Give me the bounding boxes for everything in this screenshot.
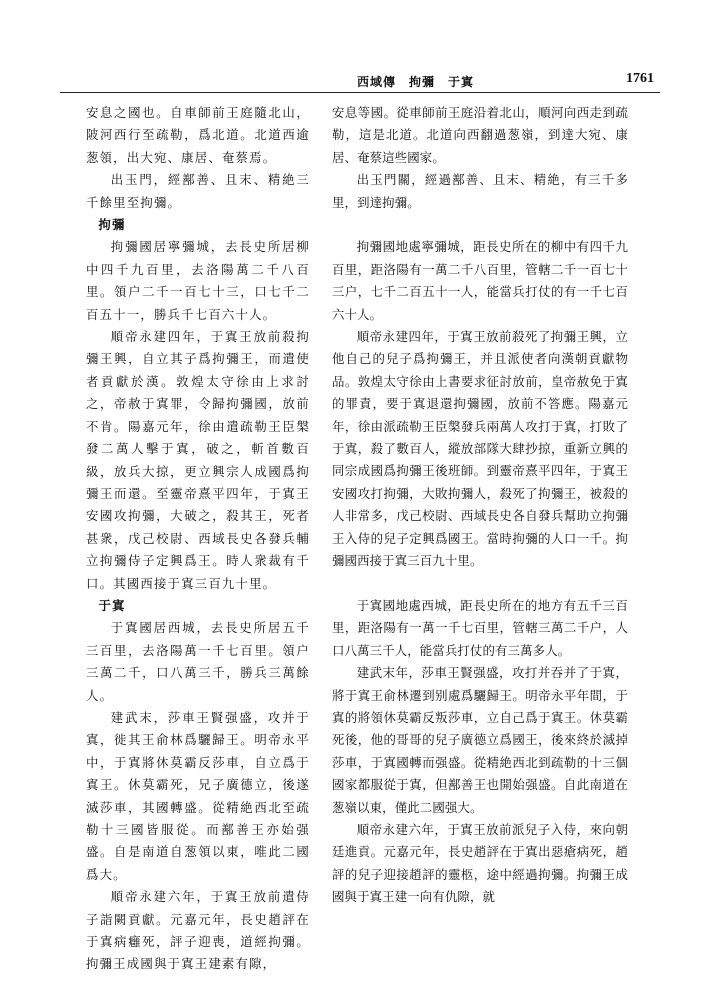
classical-paragraph-5: 于寘國居西城，去長史所居五千三百里，去洛陽萬一千七百里。領户三萬二千，口八萬三千，勝兵三萬餘人。: [86, 620, 310, 703]
translation-paragraph-1: 安息等國。從車師前王庭沿着北山，順河向西走到疏勒，這是北道。北道向西翻過葱嶺，到達大宛、康居、奄蔡這些國家。: [332, 105, 628, 165]
section-heading-yutian: 于寘: [98, 597, 126, 613]
translation-paragraph-2: 出玉門關，經過鄯善、且末、精絶，有三千多里，到達拘彌。: [332, 172, 628, 210]
translation-paragraph-3: 拘彌國地處寧彌城，距長史所在的柳中有四千九百里，距洛陽有一萬二千八百里，管轄二千一百七十三户，七千二百五十一人，能當兵打仗的有一千七百六十人。: [332, 239, 628, 322]
heading-spacer: [332, 214, 628, 236]
classical-text-column: [86, 102, 310, 976]
running-header: [60, 70, 660, 93]
translation-paragraph-4: 順帝永建四年，于寘王放前殺死了拘彌王興，立他自己的兒子爲拘彌王，并且派使者向漢朝貢獻物品。敦煌太守徐由上書要求征討放前，皇帝赦免于寘的罪責，要于寘退還拘彌國，放前不答應。陽嘉元年，徐由派疏勒王臣槃發兵兩萬人攻打于寘，打敗了于寘，殺了數百人，縱放部隊大肆抄掠，重新立興的同宗成國爲拘彌王後班師。到靈帝熹平四年，于寘王安國攻打拘彌，大敗拘彌人，殺死了拘彌王，被殺的人非常多，戊己校尉、西域長史各自發兵幫助立拘彌王入侍的兒子定興爲國王。當時拘彌的人口一千。拘彌國西接于寘三百九十里。: [332, 329, 628, 569]
classical-paragraph-6: 建武末，莎車王賢强盛，攻并于寘，徙其王俞林爲驪歸王。明帝永平中，于寘將休莫霸反莎車，自立爲于寘王。休莫霸死，兄子廣德立，後遂滅莎車，其國轉盛。從精絶西北至疏勒十三國皆服從。而鄯善王亦始强盛。自是南道自葱領以東，唯此二國爲大。: [86, 709, 310, 882]
running-title: 西域傳 拘彌 于寘: [357, 75, 475, 89]
classical-paragraph-7: 順帝永建六年，于寘王放前遣侍子詣闕貢獻。元嘉元年，長史趙評在于寘病癰死，評子迎喪，道經拘彌。拘彌王成國與于寘王建素有隙，: [86, 889, 310, 972]
classical-paragraph-2: 出玉門，經鄯善、且末、精絶三千餘里至拘彌。: [86, 172, 310, 210]
section-heading-jumi: 拘彌: [98, 217, 126, 233]
translation-paragraph-7: 順帝永建六年，于寘王放前派兒子入侍，來向朝廷進貢。元嘉元年，長史趙評在于寘出惡瘡病死，趙評的兒子迎接趙評的靈柩，途中經過拘彌。拘彌王成國與于寘王建一向有仇隙，就: [332, 821, 628, 905]
translation-text-column: [332, 102, 628, 909]
translation-paragraph-6: 建武末年，莎車王賢强盛，攻打并吞并了于寘，將于寘王俞林遷到别處爲驪歸王。明帝永平年間，于寘的將領休莫霸反叛莎車，立自己爲于寘王。休莫霸死後，他的哥哥的兒子廣德立爲國王，後來終於滅掉莎車，于寘國轉而强盛。從精絶西北到疏勒的十三個國家都服從于寘，但鄯善王也開始强盛。自此南道在葱嶺以東，僅此二國强大。: [332, 665, 628, 815]
classical-paragraph-3: 拘彌國居寧彌城，去長史所居柳中四千九百里，去洛陽萬二千八百里。領户二千一百七十三，口七千二百五十一，勝兵千七百六十人。: [86, 239, 310, 322]
classical-paragraph-4: 順帝永建四年，于寘王放前殺拘彌王興，自立其子爲拘彌王，而遣使者貢獻於漢。敦煌太守徐由上求討之，帝赦于寘罪，令歸拘彌國，放前不肯。陽嘉元年，徐由遣疏勒王臣槃發二萬人擊于寘，破之，斬首數百級，放兵大掠，更立興宗人成國爲拘彌王而還。至靈帝熹平四年，于寘王安國攻拘彌，大破之，殺其王，死者甚衆，戊己校尉、西域長史各發兵輔立拘彌侍子定興爲王。時人衆裁有千口。其國西接于寘三百九十里。: [86, 329, 310, 591]
page-number: 1761: [626, 71, 654, 86]
heading-spacer: [332, 573, 628, 595]
classical-paragraph-1: 安息之國也。自車師前王庭隨北山，陂河西行至疏勒，爲北道。北道西逾葱領，出大宛、康居、奄蔡焉。: [86, 105, 310, 165]
translation-paragraph-5: 于寘國地處西城，距長史所在的地方有五千三百里，距洛陽有一萬一千七百里，管轄三萬二千户，人口八萬三千人，能當兵打仗的有三萬多人。: [332, 597, 628, 658]
